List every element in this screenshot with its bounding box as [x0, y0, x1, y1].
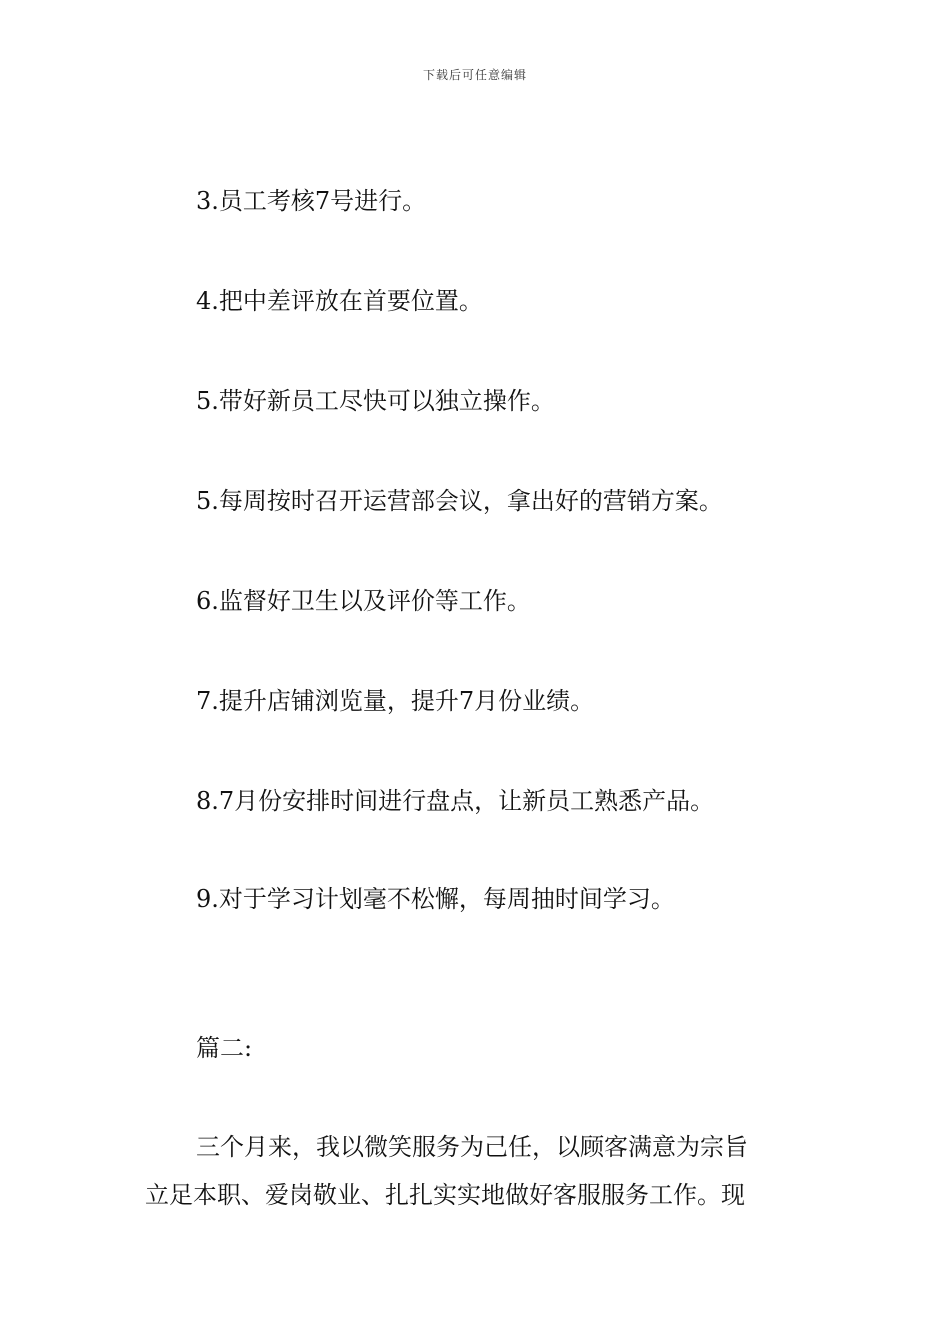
list-item: 9.对于学习计划毫不松懈，每周抽时间学习。: [196, 885, 675, 913]
list-item: 7.提升店铺浏览量，提升7月份业绩。: [196, 687, 595, 715]
list-item: 4.把中差评放在首要位置。: [196, 287, 483, 315]
list-item: 3.员工考核7号进行。: [196, 187, 427, 215]
paragraph-line: 立足本职、爱岗敬业、扎扎实实地做好客服服务工作。现: [145, 1181, 745, 1209]
header-note: 下载后可任意编辑: [422, 68, 527, 82]
list-item: 5.带好新员工尽快可以独立操作。: [196, 387, 555, 415]
list-item: 6.监督好卫生以及评价等工作。: [196, 587, 531, 615]
list-item: 8.7月份安排时间进行盘点，让新员工熟悉产品。: [196, 787, 715, 815]
section-heading: 篇二:: [196, 1034, 253, 1062]
list-item: 5.每周按时召开运营部会议，拿出好的营销方案。: [196, 487, 723, 515]
paragraph-line: 三个月来，我以微笑服务为己任，以顾客满意为宗旨: [196, 1133, 748, 1161]
